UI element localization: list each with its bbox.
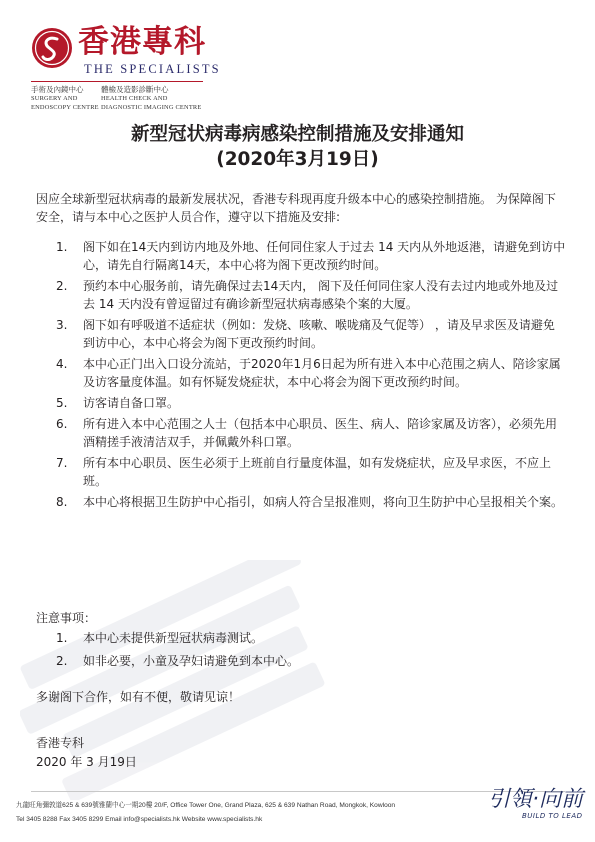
notice-title: 新型冠状病毒病感染控制措施及安排通知 xyxy=(130,124,464,145)
slogan-logo xyxy=(488,786,583,830)
list-item xyxy=(56,277,566,313)
item-text: 预约本中心服务前，请先确保过去14天内， 阁下及任何同住家人没有去过内地或外地及过去 14 天内没有曾逗留过有确诊新型冠状病毒感染个案的大厦。 xyxy=(83,279,559,311)
brand-name-en: THE SPECIALISTS xyxy=(84,62,221,76)
list-item xyxy=(56,238,566,274)
item-number: 1. xyxy=(56,631,68,645)
item-text: 本中心正门出入口设分流站，于2020年1月6日起为所有进入本中心范围之病人、陪诊家属及访客量度体温。如有怀疑发烧症状，本中心将会为阁下更改预约时间。 xyxy=(83,357,561,389)
notes-list xyxy=(56,629,566,675)
list-item xyxy=(56,493,566,511)
imaging-centre-label xyxy=(101,85,202,112)
logo-divider xyxy=(31,81,203,82)
item-text: 所有进入本中心范围之人士（包括本中心职员、医生、病人、陪诊家属及访客），必须先用酒精搓手液清洁双手，并佩戴外科口罩。 xyxy=(83,417,558,449)
item-number: 6. xyxy=(56,417,68,431)
notice-date: (2020年3月19日) xyxy=(216,149,379,170)
item-number: 8. xyxy=(56,495,68,509)
list-item xyxy=(56,415,566,451)
item-text: 访客请自备口罩。 xyxy=(83,396,180,410)
list-item xyxy=(56,454,566,490)
measures-list xyxy=(56,238,566,514)
surgery-centre-en-2: ENDOSCOPY CENTRE xyxy=(31,104,99,111)
list-item xyxy=(56,629,566,647)
item-text: 本中心未提供新型冠状病毒测试。 xyxy=(83,631,264,645)
item-text: 所有本中心职员、医生必须于上班前自行量度体温，如有发烧症状，应及早求医，不应上班。 xyxy=(83,456,552,488)
surgery-centre-label xyxy=(31,85,99,112)
intro-paragraph: 因应全球新型冠状病毒的最新发展状况，香港专科现再度升级本中心的感染控制措施。 为保障阁下安全，请与本中心之医护人员合作，遵守以下措施及安排: xyxy=(36,192,556,224)
list-item xyxy=(56,355,566,391)
item-number: 2. xyxy=(56,279,68,293)
item-number: 2. xyxy=(56,654,68,668)
logo-seal-icon xyxy=(31,27,73,69)
item-text: 阁下如在14天内到访内地及外地、任何同住家人于过去 14 天内从外地返港，请避免到访中心，请先自行隔离14天，本中心将为阁下更改预约时间。 xyxy=(83,240,566,272)
signature-date: 2020 年 3 月19日 xyxy=(36,755,137,769)
slogan-cn: 引領·向前 xyxy=(488,787,583,812)
footer-contact: Tel 3405 8288 Fax 3405 8299 Email info@specialists.hk Website www.specialists.hk xyxy=(16,816,263,823)
list-item xyxy=(56,394,566,412)
brand-name-cn: 香港專科 xyxy=(78,24,206,60)
letterhead xyxy=(0,0,595,120)
imaging-centre-en-2: DIAGNOSTIC IMAGING CENTRE xyxy=(101,104,202,111)
footer-divider xyxy=(31,791,565,792)
item-text: 如非必要，小童及孕妇请避免到本中心。 xyxy=(83,654,300,668)
surgery-centre-en-1: SURGERY AND xyxy=(31,95,78,102)
slogan-en: BUILD TO LEAD xyxy=(522,812,583,820)
imaging-centre-cn: 體檢及造影診斷中心 xyxy=(101,85,169,94)
list-item xyxy=(56,316,566,352)
thanks-text: 多谢阁下合作，如有不便，敬请见谅！ xyxy=(36,690,241,704)
item-number: 7. xyxy=(56,456,68,470)
notes-heading: 注意事项： xyxy=(36,611,97,625)
list-item xyxy=(56,652,566,670)
item-number: 5. xyxy=(56,396,68,410)
item-text: 阁下如有呼吸道不适症状（例如：发烧、咳嗽、喉咙痛及气促等） ，请及早求医及请避免到访中心，本中心将会为阁下更改预约时间。 xyxy=(83,318,555,350)
signature-name: 香港专科 xyxy=(36,736,85,750)
imaging-centre-en-1: HEALTH CHECK AND xyxy=(101,95,168,102)
surgery-centre-cn: 手術及內鏡中心 xyxy=(31,85,84,94)
item-text: 本中心将根据卫生防护中心指引，如病人符合呈报准则，将向卫生防护中心呈报相关个案。 xyxy=(83,495,564,509)
item-number: 1. xyxy=(56,240,68,254)
item-number: 3. xyxy=(56,318,68,332)
footer-address: 九龍旺角彌敦道625 & 639號雅蘭中心一期20樓 20/F, Office Tower One, Grand Plaza, 625 & 639 Nathan Road, Mongkok, Kowloon xyxy=(16,802,396,809)
item-number: 4. xyxy=(56,357,68,371)
